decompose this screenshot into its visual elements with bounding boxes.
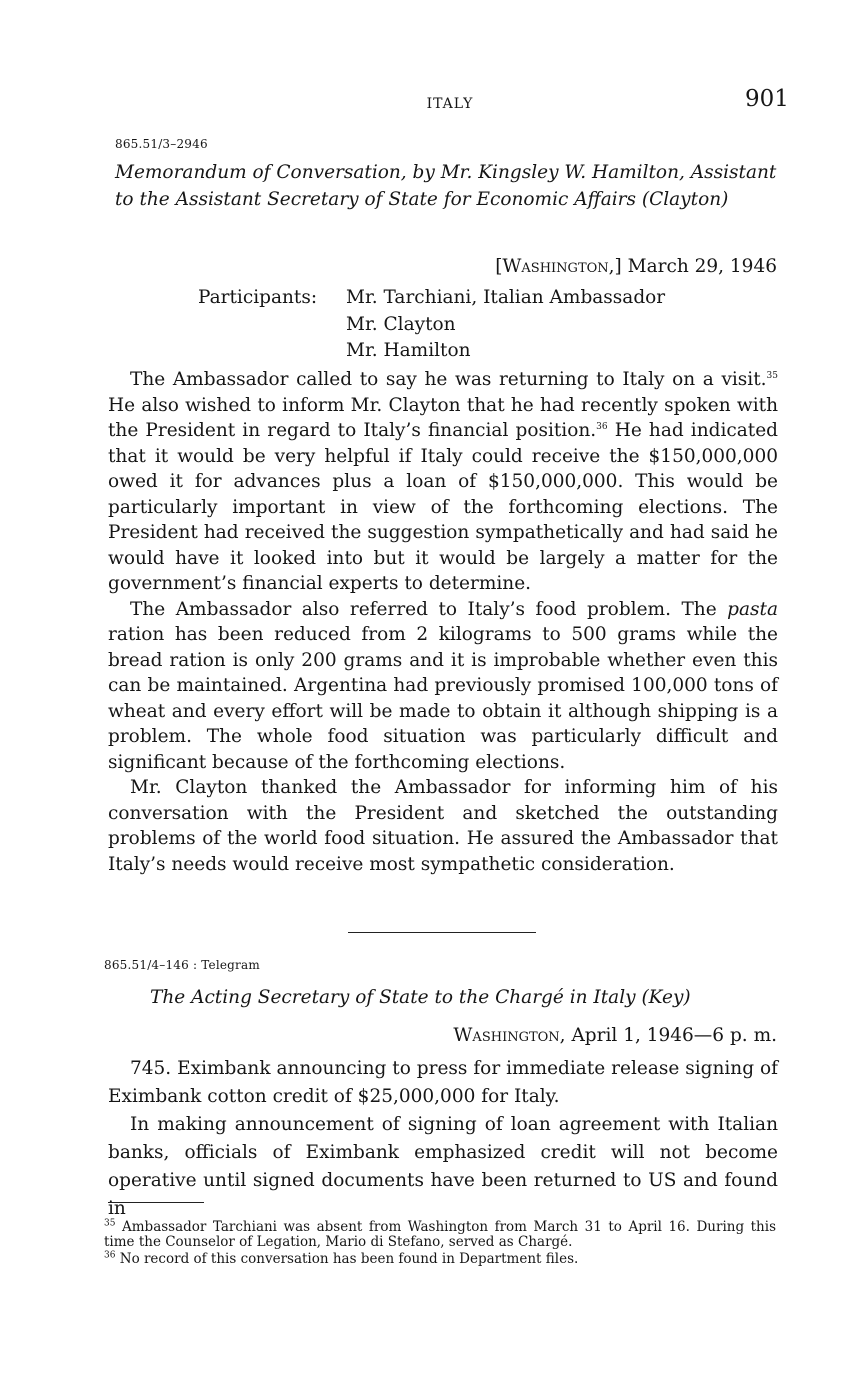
participants-label: Participants: — [198, 287, 318, 308]
paragraph-text: The Ambassador called to say he was returning to Italy on a visit. — [130, 369, 767, 390]
footnote-text: No record of this conversation has been found in Department files. — [119, 1251, 579, 1267]
page-number: 901 — [745, 86, 789, 112]
memorandum-body — [108, 367, 778, 877]
participant-name: Mr. Clayton — [346, 313, 456, 335]
document-title: Memorandum of Conversation, by Mr. Kingsley W. Hamilton, Assistant to the Assistant Secretary of State for Economic Affairs (Clayton) — [115, 162, 777, 210]
document-title: The Acting Secretary of State to the Chargé in Italy (Key) — [150, 987, 691, 1008]
footnote — [104, 1220, 776, 1250]
participant-name: Mr. Hamilton — [346, 340, 471, 361]
paragraph: Mr. Clayton thanked the Ambassador for informing him of his conversation with the President and sketched the outstanding problems of the world food situation. He assured the Ambassador that Italy’s needs would receive most sympathetic consideration. — [108, 777, 778, 875]
paragraph-text: He also wished to inform Mr. Clayton that he had recently spoken with the President in regard to Italy’s financial position. — [108, 394, 778, 441]
italic-term: pasta — [727, 598, 778, 620]
section-divider — [348, 932, 536, 933]
footnote-rule — [108, 1202, 204, 1203]
paragraph-text: ration has been reduced from 2 kilograms to 500 grams while the bread ration is only 200 grams and it is improbable whether even this can be maintained. Argentina had previously promised 100,000 tons of wheat and every effort will be made to obtain it although shipping is a problem. The whole food situation was particularly difficult and significant because of the forthcoming elections. — [108, 624, 778, 773]
footnote-mark: 35 — [104, 1218, 116, 1229]
footnotes — [104, 1220, 776, 1269]
footnote — [104, 1252, 776, 1267]
footnote-text: Ambassador Tarchiani was absent from Washington from March 31 to April 16. During this time the Counselor of Legation, Mario di Stefano, served as Chargé. — [104, 1219, 776, 1250]
paragraph — [108, 597, 778, 776]
participant-name: Mr. Tarchiani, Italian Ambassador — [346, 287, 666, 308]
paragraph-text: The Ambassador also referred to Italy’s food problem. The — [130, 598, 728, 620]
paragraph: In making announcement of signing of loan agreement with Italian banks, officials of Eximbank emphasized credit will not become operative until signed documents have been returned to US and found in — [108, 1114, 778, 1219]
participants-list — [346, 285, 665, 365]
footnote-mark: 36 — [104, 1250, 116, 1261]
paragraph: 745. Eximbank announcing to press for immediate release signing of Eximbank cotton credit of $25,000,000 for Italy. — [108, 1058, 778, 1107]
dateline — [495, 256, 777, 277]
footnote-ref: 36 — [596, 421, 608, 432]
paragraph — [108, 367, 778, 597]
footnote-ref: 35 — [766, 370, 778, 381]
running-title: ITALY — [426, 96, 474, 112]
dateline-date: March 29, 1946 — [627, 256, 777, 277]
dateline-date: April 1, 1946—6 p. m. — [571, 1025, 777, 1046]
dateline — [453, 1025, 777, 1046]
paragraph-text: He had indicated that it would be very helpful if Italy could receive the $150,000,000 owed it for advances plus a loan of $150,000,000. This would be particularly important in view of the forthcoming elections. The President had received the suggestion sympathetically and had said he would have it looked into but it would be largely a matter for the government’s financial experts to determine. — [108, 420, 779, 594]
file-number: 865.51/4–146 : Telegram — [104, 958, 260, 972]
file-number: 865.51/3–2946 — [115, 137, 208, 151]
telegram-body — [108, 1055, 778, 1223]
dateline-place: [Washington,] — [495, 256, 622, 277]
dateline-place: Washington, — [453, 1025, 566, 1046]
running-header — [0, 86, 857, 122]
